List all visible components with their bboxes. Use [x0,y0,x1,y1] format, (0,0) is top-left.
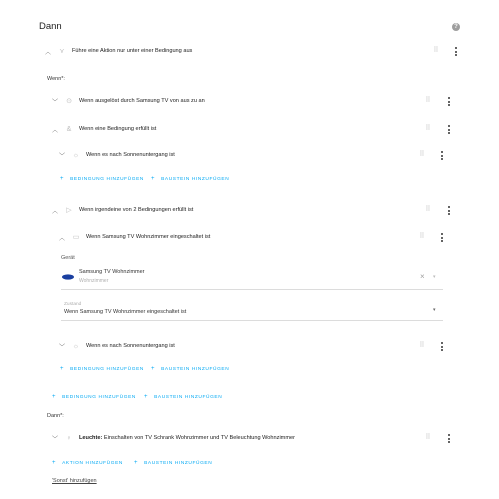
lightbulb-icon: ♀ [66,434,72,442]
device-name[interactable]: Samsung TV Wohnzimmer [79,269,145,275]
drag-handle-icon[interactable]: ⠿ [419,151,425,158]
choose-action-label: Führe eine Aktion nur unter einer Bedingung aus [72,48,193,54]
add-else-link[interactable]: 'Sonst' hinzufügen [52,478,97,484]
state-icon: ⊙ [66,98,72,105]
divider [61,289,443,290]
more-menu-icon[interactable] [454,47,458,56]
more-menu-icon[interactable] [447,434,451,443]
add-block-link[interactable]: + BAUSTEIN HINZUFÜGEN [151,176,230,182]
sunset-label-1: Wenn es nach Sonnenuntergang ist [86,152,175,158]
drag-handle-icon[interactable]: ⠿ [419,233,425,240]
more-menu-icon[interactable] [440,151,444,160]
more-menu-icon[interactable] [447,206,451,215]
condition-two-label: Wenn irgendeine von 2 Bedingungen erfüllt ist [79,207,194,213]
trigger-label: Wenn ausgelöst durch Samsung TV von aus zu an [79,98,205,104]
add-block-link[interactable]: + BAUSTEIN HINZUFÜGEN [134,460,213,466]
and-icon: & [66,125,72,133]
chevron-down-icon[interactable]: ﹀ [58,153,65,160]
chevron-down-icon[interactable]: ﹀ [58,344,65,351]
clear-icon[interactable]: × [420,272,425,281]
or-icon: ▷ [66,207,72,214]
more-menu-icon[interactable] [447,97,451,106]
add-condition-link[interactable]: + BEDINGUNG HINZUFÜGEN [60,176,144,182]
condition-field-label: Zustand [64,302,82,307]
chevron-up-icon[interactable]: ︿ [44,49,51,56]
add-action-link[interactable]: + AKTION HINZUFÜGEN [52,460,123,466]
condition-select[interactable]: Wenn Samsung TV Wohnzimmer eingeschaltet ist [64,309,187,315]
trigger-row[interactable] [51,95,205,107]
drag-handle-icon[interactable]: ⠿ [425,97,431,104]
chevron-up-icon[interactable]: ︿ [58,235,65,242]
condition-one-label: Wenn eine Bedingung erfüllt ist [79,126,157,132]
chevron-up-icon[interactable]: ︿ [51,208,58,215]
sun-icon: ☼ [72,151,80,159]
drag-handle-icon[interactable]: ⠿ [425,206,431,213]
help-icon[interactable]: ? [452,23,460,31]
drag-handle-icon[interactable]: ⠿ [419,342,425,349]
drag-handle-icon[interactable]: ⠿ [433,47,439,54]
chevron-up-icon[interactable]: ︿ [51,127,58,134]
add-block-link[interactable]: + BAUSTEIN HINZUFÜGEN [151,366,230,372]
tv-on-row[interactable] [58,231,210,243]
more-menu-icon[interactable] [447,125,451,134]
more-menu-icon[interactable] [440,233,444,242]
dropdown-arrow-icon[interactable]: ▾ [433,307,436,313]
samsung-logo-icon [62,273,74,281]
condition-two-row[interactable] [51,204,193,216]
choose-action-row[interactable] [44,45,192,57]
device-area: Wohnzimmer [79,278,109,284]
sun-icon: ☼ [72,342,80,350]
sunset-row-1[interactable] [58,149,175,161]
split-icon: ⋎ [59,48,65,55]
action-row[interactable] [51,432,295,444]
add-condition-link[interactable]: + BEDINGUNG HINZUFÜGEN [60,366,144,372]
section-title: Dann [39,21,62,32]
device-icon: ▭ [72,234,80,241]
drag-handle-icon[interactable]: ⠿ [425,125,431,132]
wenn-label: Wenn*: [47,76,65,82]
tv-on-label: Wenn Samsung TV Wohnzimmer eingeschaltet ist [86,234,211,240]
sunset-label-2: Wenn es nach Sonnenuntergang ist [86,343,175,349]
divider [61,320,443,321]
sunset-row-2[interactable] [58,340,175,352]
condition-one-row[interactable] [51,123,156,135]
add-block-link[interactable]: + BAUSTEIN HINZUFÜGEN [144,394,223,400]
dropdown-arrow-icon[interactable]: ▾ [433,274,436,280]
dann-label: Dann*: [47,413,64,419]
more-menu-icon[interactable] [440,342,444,351]
device-section-label: Gerät [61,255,75,261]
action-label: Leuchte: Einschalten von TV Schrank Wohnzimmer und TV Beleuchtung Wohnzimmer [79,435,295,441]
add-condition-link[interactable]: + BEDINGUNG HINZUFÜGEN [52,394,136,400]
chevron-down-icon[interactable]: ﹀ [51,99,58,106]
drag-handle-icon[interactable]: ⠿ [425,434,431,441]
chevron-down-icon[interactable]: ﹀ [51,436,58,443]
